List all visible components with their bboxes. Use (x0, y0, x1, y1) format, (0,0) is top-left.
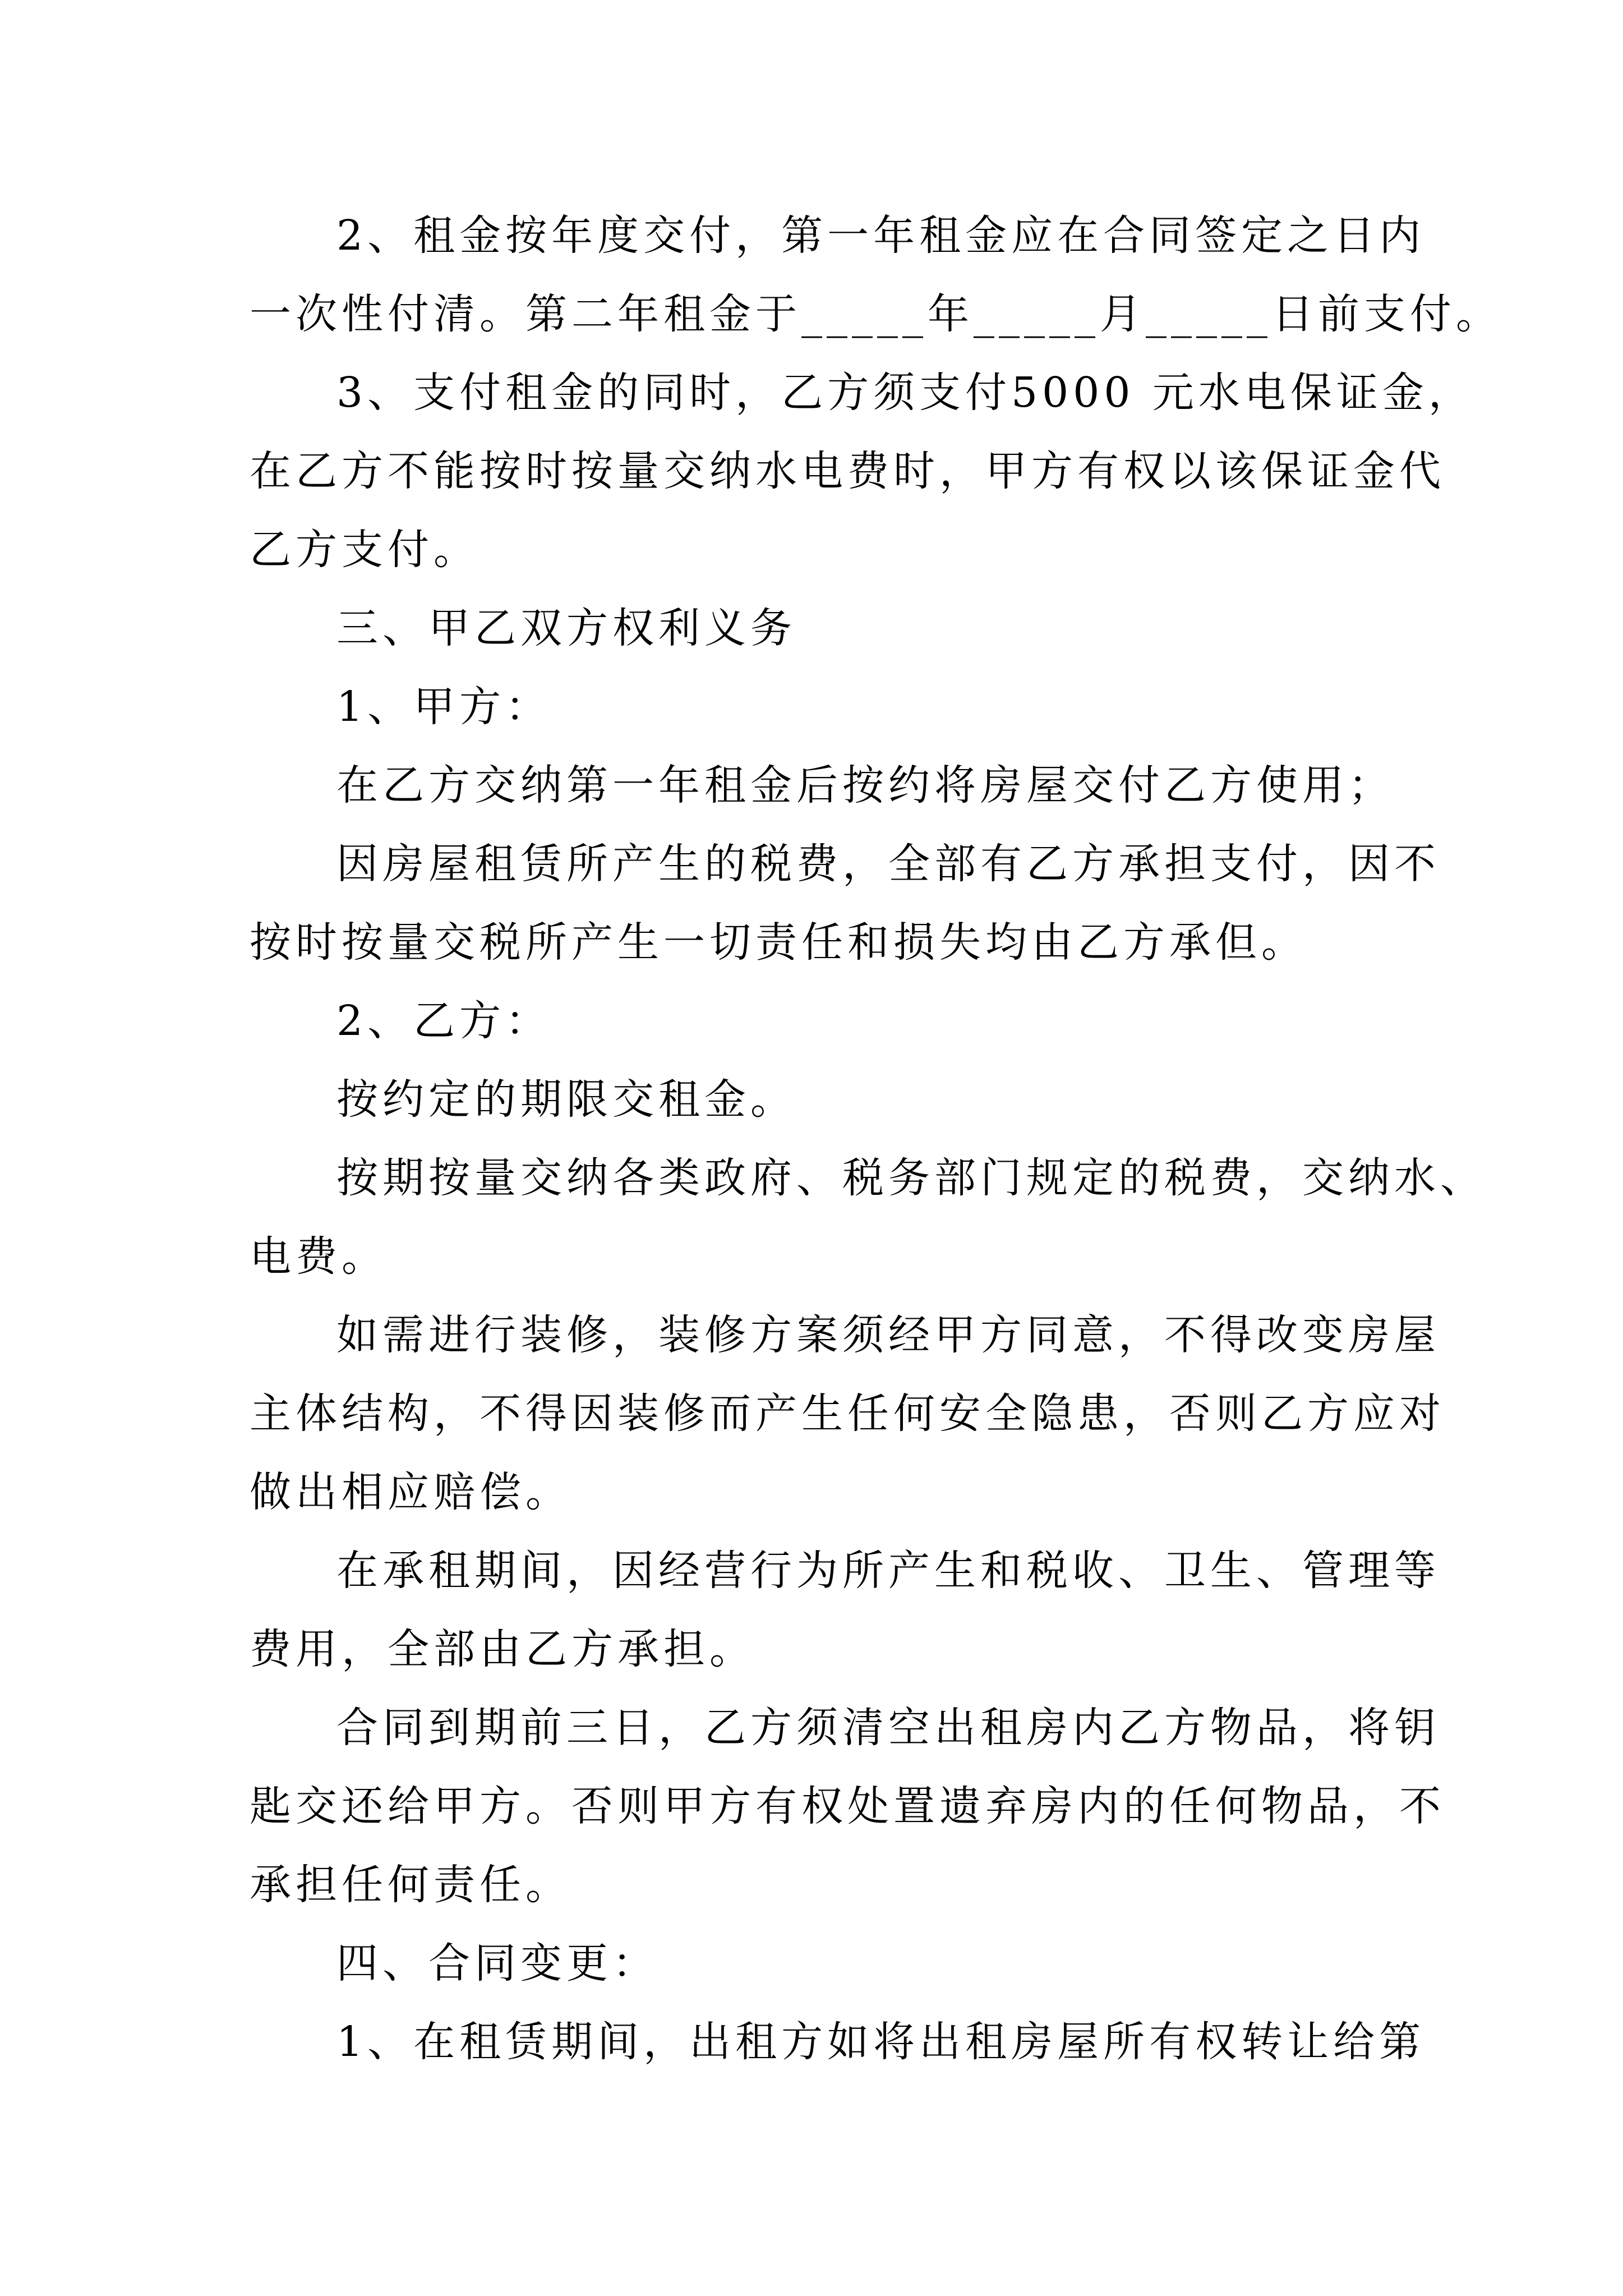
text-line: 电费。 (250, 1232, 388, 1281)
text-line: 按时按量交税所产生一切责任和损失均由乙方承但。 (250, 918, 1307, 967)
text-line: 做出相应赔偿。 (250, 1468, 571, 1516)
text-line: 三、甲乙双方权利义务 (336, 604, 796, 652)
text-line: 主体结构，不得因装修而产生任何安全隐患，否则乙方应对 (250, 1389, 1445, 1438)
text-line: 1、甲方： (336, 683, 552, 731)
text-line: 因房屋租赁所产生的税费，全部有乙方承担支付，因不 (336, 840, 1440, 888)
text-line: 一次性付清。第二年租金于_____年_____月_____日前支付。 (250, 290, 1502, 338)
text-line: 按期按量交纳各类政府、税务部门规定的税费，交纳水、 (336, 1154, 1486, 1202)
text-line: 乙方支付。 (250, 526, 479, 574)
text-line: 按约定的期限交租金。 (336, 1075, 796, 1124)
text-line: 四、合同变更： (336, 1939, 658, 1987)
text-line: 2、租金按年度交付，第一年租金应在合同签定之日内 (336, 211, 1426, 260)
text-line: 3、支付租金的同时，乙方须支付5000 元水电保证金， (336, 369, 1474, 417)
text-line: 在承租期间，因经营行为所产生和税收、卫生、管理等 (336, 1547, 1440, 1595)
text-line: 承担任何责任。 (250, 1861, 571, 1909)
text-line: 在乙方不能按时按量交纳水电费时，甲方有权以该保证金代 (250, 447, 1445, 495)
text-line: 1、在租赁期间，出租方如将出租房屋所有权转让给第 (336, 2018, 1426, 2066)
text-line: 费用，全部由乙方承担。 (250, 1625, 755, 1673)
text-line: 在乙方交纳第一年租金后按约将房屋交付乙方使用； (336, 761, 1394, 809)
text-line: 如需进行装修，装修方案须经甲方同意，不得改变房屋 (336, 1311, 1440, 1359)
text-line: 匙交还给甲方。否则甲方有权处置遗弃房内的任何物品，不 (250, 1782, 1445, 1830)
text-line: 2、乙方： (336, 997, 552, 1045)
text-line: 合同到期前三日，乙方须清空出租房内乙方物品，将钥 (336, 1704, 1440, 1752)
